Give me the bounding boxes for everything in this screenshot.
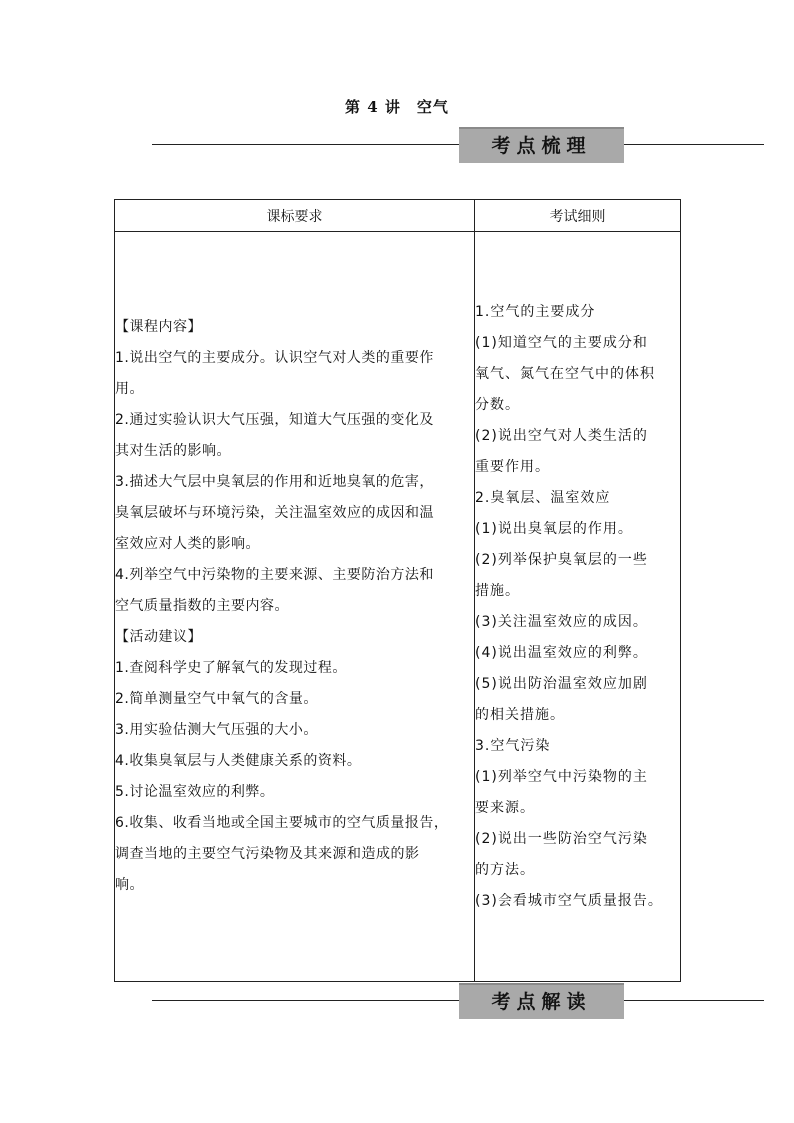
exam-detail-line: 的相关措施。 bbox=[475, 706, 565, 723]
standards-line: 用。 bbox=[115, 381, 144, 397]
standards-line: 4.列举空气中污染物的主要来源、主要防治方法和 bbox=[115, 567, 434, 583]
standards-line: 6.收集、收看当地或全国主要城市的空气质量报告， bbox=[115, 815, 449, 831]
exam-detail-line: 2.臭氧层、温室效应 bbox=[475, 489, 611, 506]
section-heading-review: 考点梳理 bbox=[459, 127, 624, 163]
standards-cell bbox=[115, 232, 475, 982]
exam-detail-line: 氧气、氮气在空气中的体积 bbox=[475, 365, 655, 382]
exam-detail-line: (4)说出温室效应的利弊。 bbox=[475, 644, 648, 661]
curriculum-table bbox=[114, 199, 681, 982]
standards-line: 2.通过实验认识大气压强，知道大气压强的变化及 bbox=[115, 412, 434, 428]
page-title: 第 4 讲 空气 bbox=[345, 98, 449, 116]
exam-details-cell bbox=[475, 232, 681, 982]
exam-detail-line: 的方法。 bbox=[475, 861, 535, 878]
standards-list bbox=[115, 312, 474, 901]
standards-line: 室效应对人类的影响。 bbox=[115, 536, 260, 552]
header-exam-details: 考试细则 bbox=[475, 200, 681, 232]
exam-detail-line: (2)列举保护臭氧层的一些 bbox=[475, 551, 648, 568]
standards-line: 调查当地的主要空气污染物及其来源和造成的影 bbox=[115, 846, 420, 862]
standards-line: 1.说出空气的主要成分。认识空气对人类的重要作 bbox=[115, 350, 434, 366]
section-heading-analysis: 考点解读 bbox=[459, 983, 624, 1019]
standards-line: 3.用实验估测大气压强的大小。 bbox=[115, 722, 318, 738]
exam-detail-line: 1.空气的主要成分 bbox=[475, 303, 596, 320]
banner-rule bbox=[152, 1000, 764, 1001]
exam-detail-line: (3)会看城市空气质量报告。 bbox=[475, 892, 663, 909]
standards-line: 2.简单测量空气中氧气的含量。 bbox=[115, 691, 318, 707]
exam-detail-line: (1)知道空气的主要成分和 bbox=[475, 334, 648, 351]
exam-detail-line: 分数。 bbox=[475, 396, 520, 413]
standards-line: 【课程内容】 bbox=[115, 319, 202, 335]
standards-line: 响。 bbox=[115, 877, 144, 893]
exam-detail-line: (5)说出防治温室效应加剧 bbox=[475, 675, 648, 692]
exam-detail-line: (2)说出空气对人类生活的 bbox=[475, 427, 648, 444]
standards-line: 3.描述大气层中臭氧层的作用和近地臭氧的危害， bbox=[115, 474, 434, 490]
exam-detail-line: (1)说出臭氧层的作用。 bbox=[475, 520, 633, 537]
standards-line: 空气质量指数的主要内容。 bbox=[115, 598, 289, 614]
standards-line: 5.讨论温室效应的利弊。 bbox=[115, 784, 275, 800]
exam-detail-line: 要来源。 bbox=[475, 799, 535, 816]
standards-line: 1.查阅科学史了解氧气的发现过程。 bbox=[115, 660, 347, 676]
standards-line: 4.收集臭氧层与人类健康关系的资料。 bbox=[115, 753, 362, 769]
standards-line: 【活动建议】 bbox=[115, 629, 202, 645]
exam-detail-line: 措施。 bbox=[475, 582, 520, 599]
exam-details-list bbox=[475, 297, 680, 917]
exam-detail-line: (3)关注温室效应的成因。 bbox=[475, 613, 648, 630]
section-banner-top bbox=[152, 127, 764, 163]
standards-line: 其对生活的影响。 bbox=[115, 443, 231, 459]
exam-detail-line: 3.空气污染 bbox=[475, 737, 551, 754]
exam-detail-line: 重要作用。 bbox=[475, 458, 550, 475]
header-standards: 课标要求 bbox=[115, 200, 475, 232]
section-banner-bottom bbox=[152, 983, 764, 1019]
banner-rule bbox=[152, 144, 764, 145]
standards-line: 臭氧层破坏与环境污染，关注温室效应的成因和温 bbox=[115, 505, 434, 521]
exam-detail-line: (1)列举空气中污染物的主 bbox=[475, 768, 648, 785]
exam-detail-line: (2)说出一些防治空气污染 bbox=[475, 830, 648, 847]
